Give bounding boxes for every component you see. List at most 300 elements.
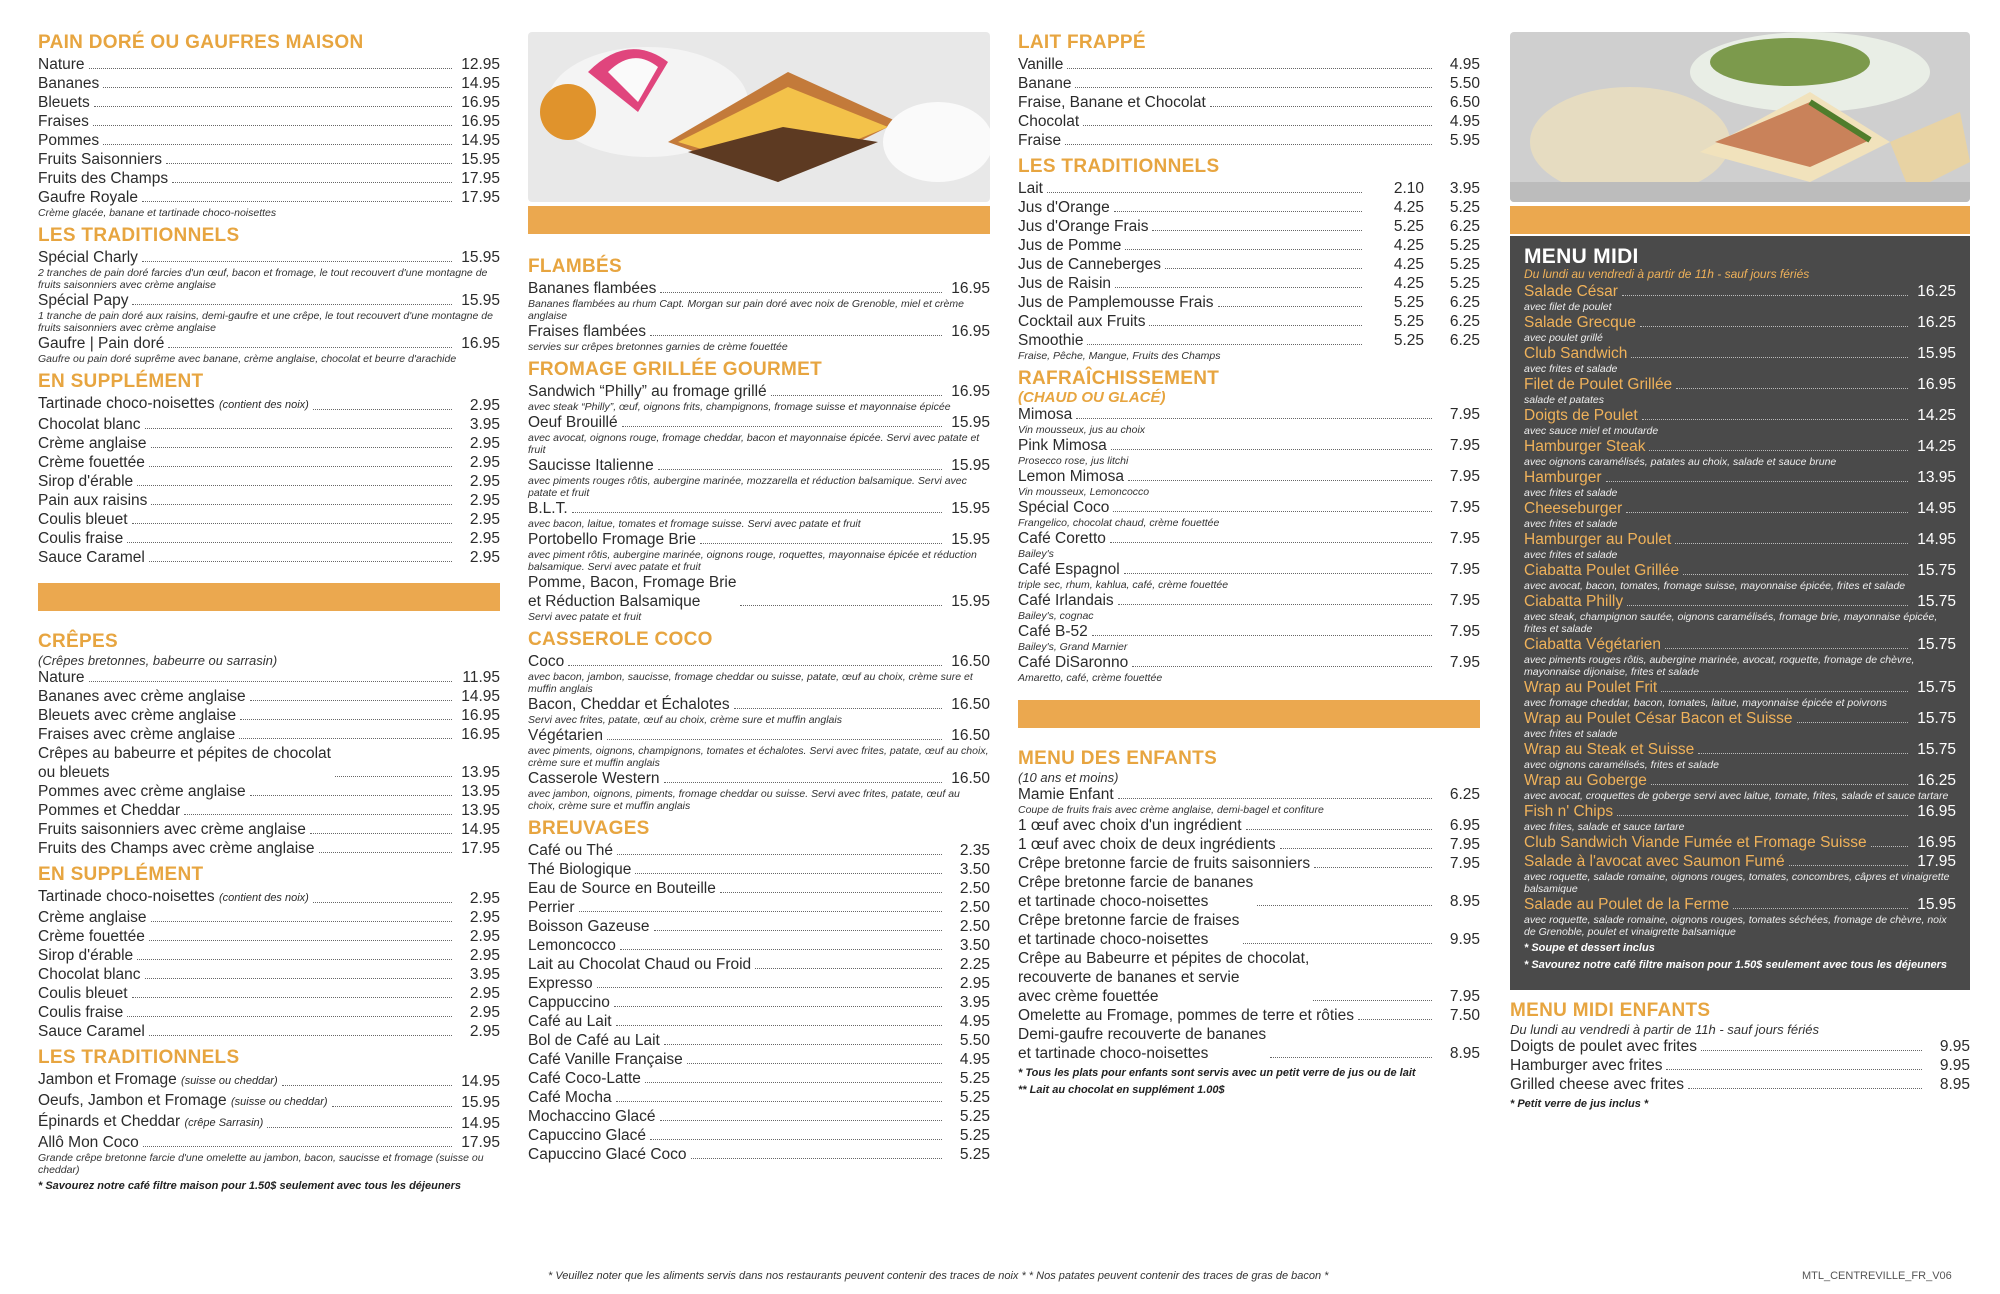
item-price: 16.25 [1917,772,1956,789]
item-name [38,188,138,207]
menu-item [528,917,990,936]
menu-item [1524,771,1956,802]
item-price: 4.25 [1393,237,1424,254]
menu-item [38,946,500,965]
item-price: 2.95 [469,890,500,907]
menu-item-row [38,820,500,839]
item-name [528,413,618,432]
dot-leader [149,561,452,562]
menu-item [38,491,500,510]
dot-leader [1622,295,1908,296]
menu-section-casserole-coco [528,629,990,812]
menu-item-row [1018,255,1480,274]
menu-item-row [38,415,500,434]
menu-item-row [1524,375,1956,394]
section-note: * Tous les plats pour enfants sont servis avec un petit verre de jus ou de lait [1018,1067,1416,1079]
item-description: avec frites et salade [1524,728,1618,740]
item-price: 2.95 [469,530,500,547]
dot-leader [664,782,942,783]
menu-item [528,898,990,917]
item-price: 8.95 [1449,1045,1480,1062]
menu-item-row [1018,560,1480,579]
item-name-text: Sirop d'érable [38,473,134,490]
menu-item-row [528,917,990,936]
item-name-text: Crêpe bretonne farcie de bananes et tartinade choco-noisettes [1018,874,1254,910]
item-name [1018,312,1145,331]
dot-leader [184,814,452,815]
menu-item-row [1524,678,1956,697]
dot-leader [616,1101,942,1102]
item-description: avec bacon, jambon, saucisse, fromage cheddar ou suisse, patate, œuf au choix, crème sure et muffin anglais [528,671,973,695]
menu-item-row [1524,530,1956,549]
menu-midi-panel [1510,236,1970,990]
item-name-text: Fraises avec crème anglaise [38,726,236,743]
dot-leader [1218,306,1362,307]
menu-section-menu-midi [1524,246,1956,972]
item-price: 17.95 [461,189,500,206]
menu-item [38,1003,500,1022]
menu-item [1524,802,1956,833]
menu-item-row [38,706,500,725]
dot-leader [645,1082,942,1083]
section-subtitle: Du lundi au vendredi à partir de 11h - sauf jours fériés [1510,1022,1820,1037]
item-price: 16.95 [461,94,500,111]
item-price: 15.95 [951,593,990,610]
item-name-text: Sirop d'érable [38,947,134,964]
item-name [1524,499,1622,518]
dot-leader [700,543,942,544]
dot-leader [1661,691,1908,692]
menu-midi-enfants [1510,1000,1970,1111]
item-name [1018,74,1071,93]
item-name-text: Ciabatta Philly [1524,593,1624,610]
item-name [528,841,613,860]
item-price: 4.95 [959,1013,990,1030]
item-description: Servi avec frites, patate, œuf au choix, crème sure et muffin anglais [528,714,842,726]
menu-item [1524,499,1956,530]
dot-leader [1115,287,1362,288]
dot-leader [103,87,452,88]
item-name [1018,436,1107,455]
section-title: BREUVAGES [528,818,650,839]
menu-item-row [38,93,500,112]
menu-section-menu-midi-enfants [1510,1000,1970,1111]
item-description: triple sec, rhum, kahlua, café, crème fouettée [1018,579,1229,591]
item-name [38,801,180,820]
item-price: 16.95 [1917,376,1956,393]
menu-section-en-supplement [38,371,500,567]
dot-leader [267,1127,452,1128]
menu-item-row [1510,1037,1970,1056]
dot-leader [103,144,452,145]
menu-item [38,1112,500,1133]
item-price: 7.95 [1449,530,1480,547]
menu-item-row [38,434,500,453]
item-price: 15.95 [461,151,500,168]
menu-item [528,1069,990,1088]
menu-item-row [1018,1025,1480,1063]
menu-item [38,112,500,131]
section-title: EN SUPPLÉMENT [38,371,204,392]
item-name-text: Ciabatta Poulet Grillée [1524,562,1680,579]
item-name [38,820,306,839]
menu-item [528,652,990,695]
menu-item [528,1107,990,1126]
item-name-text: Nature [38,669,85,686]
menu-item [38,248,500,291]
menu-item-row [1524,437,1956,456]
menu-item [1524,530,1956,561]
menu-item [38,706,500,725]
menu-item [528,1088,990,1107]
menu-item-row [1018,949,1480,1006]
menu-section-pain-dore-ou-gaufres-maison [38,32,500,219]
item-price: 15.95 [461,249,500,266]
item-price: 16.50 [951,770,990,787]
item-name-text: Tartinade choco-noisettes [38,888,215,905]
item-name [38,782,246,801]
menu-item-row [38,927,500,946]
item-name [528,936,616,955]
item-name [1524,468,1602,487]
menu-item-row [528,1107,990,1126]
item-price: 15.95 [461,1094,500,1111]
menu-item-row [38,548,500,567]
menu-item [1018,55,1480,74]
item-name-text: Doigts de Poulet [1524,407,1638,424]
item-description: avec roquette, salade romaine, oignons rouges, tomates, concombres, câpres et vinaigrette balsamique [1524,871,1950,895]
item-name [1018,835,1276,854]
item-price: 9.95 [1939,1038,1970,1055]
item-price: 2.95 [469,473,500,490]
item-name-text: Thé Biologique [528,861,632,878]
item-name [528,769,660,788]
menu-item-row [528,499,990,518]
item-price-large: 5.25 [1449,199,1480,216]
dot-leader [1701,1050,1922,1051]
menu-code: MTL_CENTREVILLE_FR_V06 [1802,1270,1952,1282]
item-price: 15.95 [951,457,990,474]
dot-leader [1243,943,1432,944]
item-name-text: Spécial Papy [38,292,129,309]
item-price: 5.25 [959,1108,990,1125]
dot-leader [1125,249,1362,250]
item-name [1018,785,1114,804]
item-note: (contient des noix) [218,399,309,411]
menu-item [1524,833,1956,852]
item-price: 4.25 [1393,275,1424,292]
menu-item-row [1018,179,1480,198]
item-price: 4.95 [959,1051,990,1068]
dot-leader [250,795,452,796]
item-name [528,1031,660,1050]
item-price: 15.75 [1917,636,1956,653]
item-name [1018,622,1088,641]
menu-item-row [1018,854,1480,873]
item-description: avec steak, champignon sautée, oignons caramélisés, fromage brie, mayonnaise épicée, frites et salade [1524,611,1938,635]
item-description: avec roquette, salade romaine, oignons rouges, tomates séchées, fromage de chèvre, noix de Grenoble, poulet et vinaigrette balsamique [1524,914,1947,938]
menu-item-row [38,74,500,93]
item-name [1018,467,1124,486]
item-price: 16.95 [951,280,990,297]
menu-item [38,169,500,188]
menu-item-row [38,668,500,687]
item-price: 2.35 [959,842,990,859]
section-title: MENU MIDI ENFANTS [1510,1000,1711,1021]
item-name [1018,653,1128,672]
menu-item [38,55,500,74]
item-name-text: Crème anglaise [38,435,147,452]
item-price: 8.95 [1449,893,1480,910]
menu-section-fromage-grillee-gourmet [528,359,990,623]
item-name [1524,635,1661,654]
section-note: * Savourez notre café filtre maison pour 1.50$ seulement avec tous les déjeuners [1524,959,1948,971]
item-price: 2.95 [959,975,990,992]
item-description: Vin mousseux, jus au choix [1018,424,1146,436]
menu-item-row [38,1133,500,1152]
menu-item-row [528,573,990,611]
item-name [38,984,128,1003]
item-name-text: Nature [38,56,85,73]
menu-item [38,984,500,1003]
item-name-text: Casserole Western [528,770,660,787]
menu-item [1524,709,1956,740]
dot-leader [1358,1019,1432,1020]
item-name [1018,949,1309,1006]
item-name [528,1069,641,1088]
section-subtitle: (Crêpes bretonnes, babeurre ou sarrasin) [38,653,278,668]
menu-item [1018,1025,1480,1063]
item-name-text: Jambon et Fromage [38,1071,177,1088]
dot-leader [1114,211,1362,212]
item-name-text: Bleuets avec crème anglaise [38,707,237,724]
dot-leader [142,201,452,202]
section-note: * Soupe et dessert inclus [1524,942,1655,954]
menu-item-row [1018,529,1480,548]
dot-leader [1246,829,1432,830]
item-name-text: Vanille [1018,56,1064,73]
item-name [38,55,85,74]
menu-item [1018,785,1480,816]
item-name [38,93,90,112]
menu-item-row [1510,1056,1970,1075]
menu-item-row [528,652,990,671]
item-name [38,1070,278,1091]
menu-item-row [1524,740,1956,759]
item-name-text: Spécial Coco [1018,499,1110,516]
item-name [1018,112,1079,131]
item-name [38,169,168,188]
dot-leader [660,292,942,293]
item-price: 13.95 [461,783,500,800]
item-price-large: 5.25 [1449,275,1480,292]
item-name [38,839,315,858]
menu-item [38,1022,500,1041]
item-name-text: Eau de Source en Bouteille [528,880,716,897]
item-name-text: Saucisse Italienne [528,457,654,474]
menu-item [528,1031,990,1050]
item-name [1018,331,1083,350]
section-title: MENU DES ENFANTS [1018,748,1218,769]
item-name [38,112,89,131]
item-price: 7.95 [1449,406,1480,423]
item-price: 3.95 [469,966,500,983]
item-price: 14.95 [461,75,500,92]
menu-item-row [1510,1075,1970,1094]
dot-leader [1149,325,1362,326]
menu-item [38,415,500,434]
menu-item [38,510,500,529]
menu-section-rafraichissement [1018,368,1480,684]
menu-item [1524,678,1956,709]
item-price: 17.95 [1917,853,1956,870]
item-name-text: Doigts de poulet avec frites [1510,1038,1697,1055]
item-name-text: Wrap au Goberge [1524,772,1647,789]
menu-item-row [38,801,500,820]
item-price: 5.25 [959,1127,990,1144]
item-name [1018,93,1206,112]
item-price: 5.25 [959,1070,990,1087]
menu-item-row [1524,468,1956,487]
dot-leader [1087,344,1362,345]
item-price: 15.95 [951,531,990,548]
item-price: 3.95 [469,416,500,433]
item-price: 2.95 [469,928,500,945]
menu-column-3 [1018,32,1480,1103]
menu-item-row [38,1112,500,1133]
item-description: avec steak “Philly”, œuf, oignons frits, champignons, fromage suisse et mayonnaise épicée [528,401,951,413]
item-price: 2.95 [469,492,500,509]
dot-leader [149,940,452,941]
dot-leader [734,708,942,709]
menu-item-row [1018,622,1480,641]
menu-item-row [1018,436,1480,455]
menu-item-row [1018,653,1480,672]
item-price: 7.95 [1449,561,1480,578]
item-name [528,860,631,879]
menu-item [38,453,500,472]
menu-item [1524,344,1956,375]
menu-item [38,744,500,782]
dot-leader [650,335,942,336]
item-name [38,415,141,434]
item-description: Fraise, Pêche, Mangue, Fruits des Champs [1018,350,1221,362]
item-name-text: Café DiSaronno [1018,654,1129,671]
menu-item [38,150,500,169]
menu-item-row [528,322,990,341]
dot-leader [1124,573,1432,574]
item-name [1524,802,1613,821]
item-price: 11.95 [462,669,500,686]
menu-item-row [528,1145,990,1164]
item-price: 4.25 [1393,256,1424,273]
item-name-text: Tartinade choco-noisettes [38,395,215,412]
item-name-text: Hamburger Steak [1524,438,1646,455]
item-name-text: Salade César [1524,283,1618,300]
menu-item-row [1018,74,1480,93]
menu-item [528,1050,990,1069]
dot-leader [740,605,942,606]
section-note: * Petit verre de jus inclus * [1510,1098,1649,1110]
menu-item [1018,293,1480,312]
menu-item-row [38,55,500,74]
item-name-text: Crème fouettée [38,928,145,945]
item-price: 16.50 [951,727,990,744]
menu-item-row [38,725,500,744]
item-name-text: Coulis fraise [38,1004,124,1021]
dot-leader [335,776,452,777]
item-description: Crème glacée, banane et tartinade choco-noisettes [38,207,277,219]
menu-item [1018,274,1480,293]
item-name [528,530,696,549]
item-name-text: Oeuf Brouillé [528,414,618,431]
menu-item [1524,406,1956,437]
dot-leader [1065,144,1432,145]
dot-leader [720,892,942,893]
item-description: avec frites, salade et sauce tartare [1524,821,1685,833]
item-name-text: Fruits saisonniers avec crème anglaise [38,821,306,838]
item-name-text: Cappuccino [528,994,610,1011]
item-name [38,887,309,908]
dot-leader [771,395,942,396]
item-name [528,322,646,341]
item-name-text: Crème anglaise [38,909,147,926]
item-name-text: Crème fouettée [38,454,145,471]
menu-item-row [1018,93,1480,112]
item-price: 2.50 [959,899,990,916]
dot-leader [1313,1000,1432,1001]
item-price: 14.95 [1917,531,1956,548]
section-title: RAFRAÎCHISSEMENT [1018,368,1220,389]
dot-leader [93,125,452,126]
menu-item-row [528,955,990,974]
item-name [1524,282,1618,301]
item-name-text: Allô Mon Coco [38,1134,139,1151]
menu-item-row [38,169,500,188]
item-price-large: 6.25 [1449,294,1480,311]
item-name-text: Omelette au Fromage, pommes de terre et rôties [1018,1007,1354,1024]
dot-leader [137,485,452,486]
menu-item-row [1524,709,1956,728]
menu-item [1018,591,1480,622]
item-description: avec filet de poulet [1524,301,1612,313]
dot-leader [1118,798,1432,799]
menu-item-row [1524,344,1956,363]
item-name-text: Café Vanille Française [528,1051,683,1068]
item-price: 7.50 [1449,1007,1480,1024]
item-name [1018,560,1120,579]
dot-leader [89,681,452,682]
item-price: 2.95 [469,1023,500,1040]
item-price: 16.95 [461,335,500,352]
item-name-text: Jus de Raisin [1018,275,1112,292]
item-name-text: Fish n' Chips [1524,803,1614,820]
menu-item-row [1018,198,1480,217]
item-price: 2.25 [959,956,990,973]
item-name [38,510,128,529]
dot-leader [1665,648,1908,649]
item-name [1510,1075,1684,1094]
dot-leader [1270,1057,1432,1058]
item-name [1524,313,1636,332]
item-description: avec piment rôtis, aubergine marinée, oignons rouge, roquettes, mayonnaise épicée et réduction balsamique. Servi avec patate et fruit [528,549,977,573]
item-name-text: Café au Lait [528,1013,612,1030]
item-price: 3.95 [959,994,990,1011]
menu-item-row [528,530,990,549]
dot-leader [1683,574,1908,575]
item-price-large: 5.25 [1449,256,1480,273]
item-name [1524,344,1627,363]
